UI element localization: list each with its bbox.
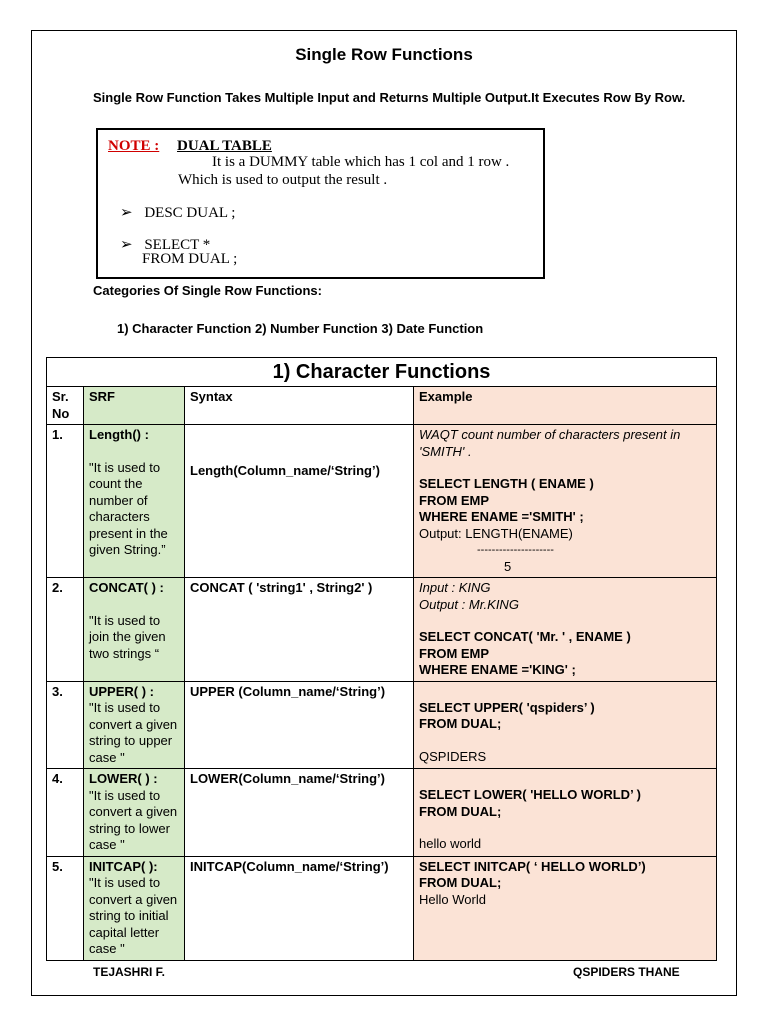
dual-table-note	[96, 128, 545, 279]
example-output: Output : Mr.KING	[419, 596, 519, 612]
syntax-cell	[185, 425, 414, 578]
function-description: "It is used to convert a given string to initial capital letter case "	[89, 875, 178, 956]
function-description: "It is used to convert a given string to lower case "	[89, 787, 178, 852]
table-row	[47, 856, 717, 960]
example-cell	[414, 681, 717, 769]
example-result: Hello World	[419, 891, 486, 907]
syntax-text: INITCAP(Column_name/‘String’)	[190, 858, 389, 874]
bullet-arrow-icon: ➢	[120, 237, 133, 253]
example-cell	[414, 425, 717, 578]
categories-heading: Categories Of Single Row Functions:	[93, 283, 322, 298]
function-description: "It is used to join the given two strings “	[89, 612, 166, 661]
example-line: FROM DUAL;	[419, 803, 502, 819]
syntax-cell	[185, 856, 414, 960]
example-line: FROM EMP	[419, 492, 490, 508]
example-line: FROM DUAL;	[419, 875, 502, 890]
character-functions-table	[46, 357, 717, 961]
function-name: CONCAT( ) :	[89, 580, 164, 595]
syntax-cell	[185, 681, 414, 769]
example-separator: ---------------------	[477, 544, 554, 556]
example-line: SELECT CONCAT( 'Mr. ' , ENAME )	[419, 629, 631, 644]
function-cell	[84, 425, 185, 578]
note-cmd-from: FROM DUAL ;	[142, 251, 238, 267]
footer-author: TEJASHRI F.	[93, 965, 166, 979]
table-header-row	[47, 387, 717, 425]
note-heading	[108, 138, 272, 155]
example-cell	[414, 769, 717, 857]
syntax-text: UPPER (Column_name/‘String’)	[190, 683, 386, 699]
example-line: SELECT UPPER( 'qspiders’ )	[419, 699, 595, 715]
table-row	[47, 681, 717, 769]
example-output: Output: LENGTH(ENAME)	[419, 525, 573, 541]
footer-institute: QSPIDERS THANE	[573, 965, 680, 979]
syntax-text: CONCAT ( 'string1' , String2' )	[190, 580, 373, 595]
row-number: 1.	[47, 425, 84, 578]
note-cmd-select: SELECT *	[144, 237, 211, 253]
bullet-arrow-icon: ➢	[120, 205, 133, 221]
col-header-syntax: Syntax	[185, 387, 414, 425]
note-line-2: Which is used to output the result .	[178, 172, 388, 188]
function-cell	[84, 856, 185, 960]
syntax-cell	[185, 578, 414, 682]
function-name: INITCAP( ):	[89, 858, 158, 874]
row-number: 5.	[47, 856, 84, 960]
table-row	[47, 769, 717, 857]
note-cmd-desc: DESC DUAL ;	[144, 205, 236, 221]
example-result: QSPIDERS	[419, 748, 487, 764]
note-line-1: It is a DUMMY table which has 1 col and 1 row .	[212, 154, 510, 170]
example-result: hello world	[419, 836, 482, 851]
table-row	[47, 578, 717, 682]
categories-list: 1) Character Function 2) Number Function 3) Date Function	[117, 321, 484, 336]
table-row	[47, 425, 717, 578]
row-number: 2.	[47, 578, 84, 682]
col-header-srf: SRF	[84, 387, 185, 425]
example-line: FROM DUAL;	[419, 716, 502, 731]
example-input: Input : KING	[419, 580, 491, 595]
note-label: NOTE :	[108, 138, 160, 154]
syntax-cell	[185, 769, 414, 857]
function-cell	[84, 578, 185, 682]
example-cell	[414, 856, 717, 960]
example-line: FROM EMP	[419, 645, 490, 661]
function-name: LOWER( ) :	[89, 771, 158, 786]
function-cell	[84, 681, 185, 769]
function-name: UPPER( ) :	[89, 683, 154, 699]
function-description: "It is used to count the number of characters present in the given String.”	[89, 459, 168, 557]
example-line: SELECT INITCAP( ‘ HELLO WORLD’)	[419, 858, 646, 874]
col-header-example: Example	[414, 387, 717, 425]
note-title: DUAL TABLE	[177, 138, 272, 154]
row-number: 3.	[47, 681, 84, 769]
intro-text: Single Row Function Takes Multiple Input and Returns Multiple Output.It Executes Row By Row.	[93, 90, 686, 105]
col-header-srno: Sr. No	[47, 387, 84, 425]
function-name: Length() :	[89, 427, 149, 442]
example-line: SELECT LENGTH ( ENAME )	[419, 476, 594, 491]
function-cell	[84, 769, 185, 857]
example-value: 5	[504, 558, 512, 574]
example-line: SELECT LOWER( 'HELLO WORLD’ )	[419, 787, 641, 802]
example-question: WAQT count number of characters present in 'SMITH' .	[419, 427, 681, 459]
function-description: "It is used to convert a given string to upper case "	[89, 700, 178, 765]
page-title: Single Row Functions	[295, 45, 473, 64]
example-cell	[414, 578, 717, 682]
syntax-text: Length(Column_name/‘String’)	[190, 463, 380, 478]
example-line: WHERE ENAME ='KING' ;	[419, 662, 576, 677]
syntax-text: LOWER(Column_name/‘String’)	[190, 771, 385, 786]
example-line: WHERE ENAME ='SMITH' ;	[419, 509, 584, 524]
table-section-title: 1) Character Functions	[47, 358, 717, 387]
row-number: 4.	[47, 769, 84, 857]
note-bullet-1	[120, 203, 235, 222]
